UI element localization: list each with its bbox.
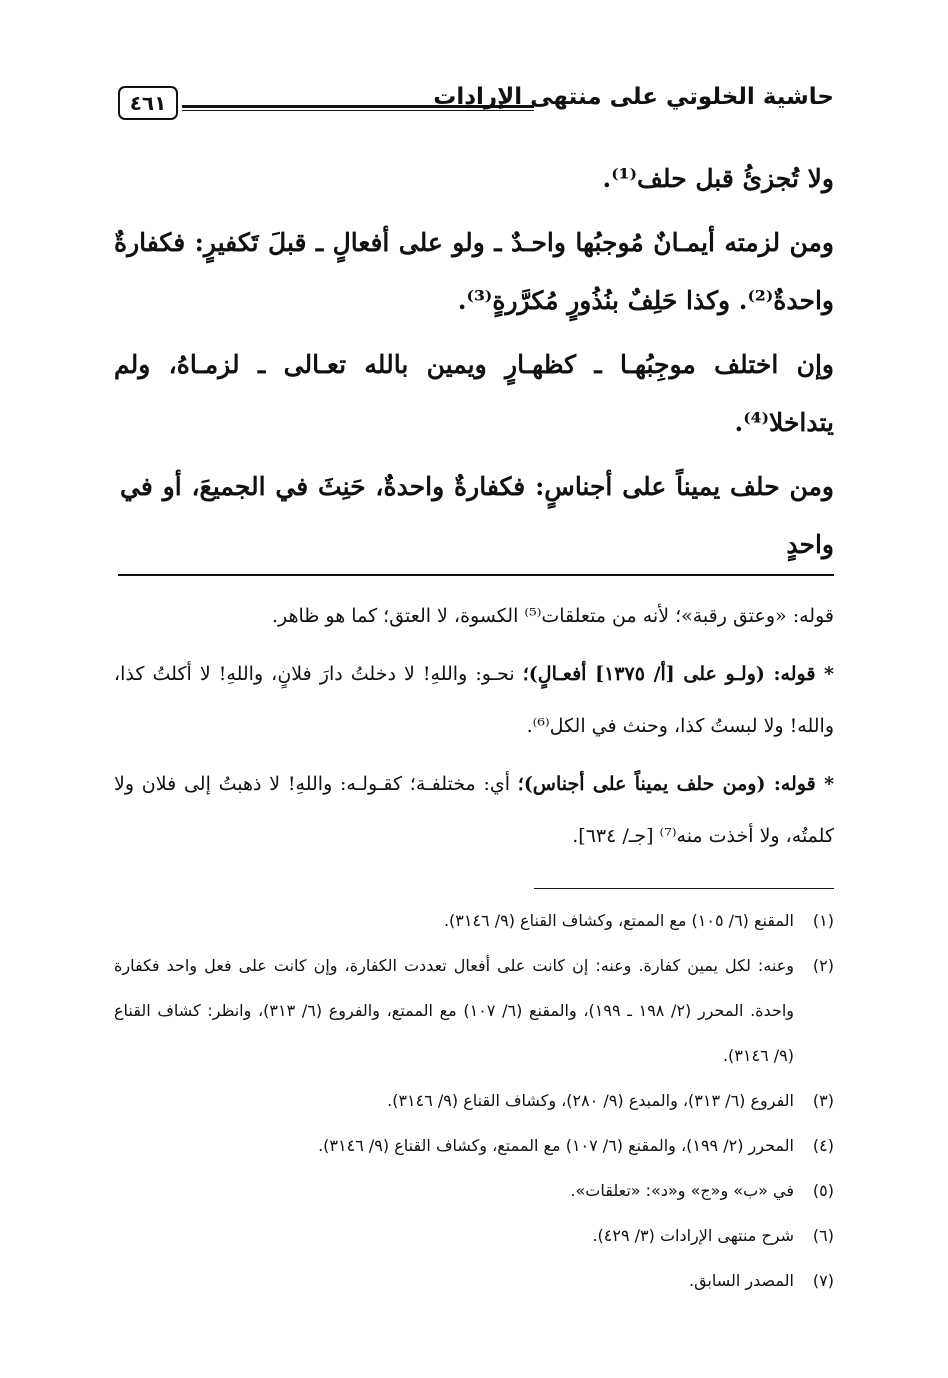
commentary-paragraph xyxy=(114,648,834,752)
footnote-number: (٥) xyxy=(812,1181,834,1200)
commentary-paragraph xyxy=(114,758,834,862)
commentary-lemma: * قوله: (ومن حلف يميناً على أجناس)؛ xyxy=(517,773,835,795)
matn-last-paragraph xyxy=(114,458,834,574)
footnote xyxy=(114,1258,834,1303)
commentary-body: نحـو: واللهِ! لا دخلتُ دارَ فلانٍ، واللهِ! لا أكلتُ كذا، والله! ولا لبستُ كذا، وحنث في الكل⁽⁶⁾. xyxy=(114,663,834,737)
footnote-text: وعنه: لكل يمين كفارة. وعنه: إن كانت على أفعال تعددت الكفارة، وإن كانت على فعل واحد فكفارة واحدة. المحرر (٢/ ١٩٨ ـ ١٩٩)، والمقنع (٦/ ١٠٧) مع الممتع، والفروع (٦/ ٣١٣)، وانظر: كشاف القناع (٩/ ٣١٤٦). xyxy=(114,956,795,1065)
continuation-dots xyxy=(114,458,120,574)
header-double-rule xyxy=(182,105,534,111)
commentary-paragraph: قوله: «وعتق رقبة»؛ لأنه من متعلقات⁽⁵⁾ الكسوة، لا العتق؛ كما هو ظاهر. xyxy=(271,605,834,627)
commentary-body: أي: مختلفـة؛ كقـولـه: واللهِ! لا ذهبتُ إلى فلان ولا كلمتُه، ولا أخذت منه⁽⁷⁾ [جـ/ ٦٣٤]. xyxy=(114,773,834,847)
text-separator-rule xyxy=(118,574,834,576)
commentary-lemma: * قوله: (ولـو على [أ/ ١٣٧٥] أفعـالٍ)؛ xyxy=(522,663,834,685)
running-title: حاشية الخلوتي على منتهى الإرادات xyxy=(433,84,834,110)
footnote-number: (١) xyxy=(812,911,834,930)
matn-paragraph: ومن لزمته أيمـانٌ مُوجبُها واحـدٌ ـ ولو على أفعالٍ ـ قبلَ تَكفيرٍ: فكفارةٌ واحدةٌ⁽²⁾. وكذا حَلِفٌ بنُذُورٍ مُكرَّرةٍ⁽³⁾. xyxy=(114,228,834,315)
footnote-number: (٦) xyxy=(812,1226,834,1245)
page-number: ٤٦١ xyxy=(118,86,178,120)
footnote-number: (٣) xyxy=(812,1091,834,1110)
footnote-number: (٧) xyxy=(812,1271,834,1290)
footnote-number: (٢) xyxy=(812,956,834,975)
footnote xyxy=(114,898,834,943)
footnote-text: المصدر السابق. xyxy=(688,1271,794,1290)
footnote xyxy=(114,1213,834,1258)
footnote xyxy=(114,1078,834,1123)
footnote-rule xyxy=(534,888,834,889)
matn-paragraph: وإن اختلف موجِبُهـا ـ كظهـارٍ ويمين بالله تعـالى ـ لزمـاهُ، ولم يتداخلا⁽⁴⁾. xyxy=(114,350,834,437)
footnote-text: في «ب» و«ج» و«د»: «تعلقات». xyxy=(570,1181,794,1200)
footnote xyxy=(114,1123,834,1168)
footnote xyxy=(114,1168,834,1213)
footnote-text: الفروع (٦/ ٣١٣)، والمبدع (٩/ ٢٨٠)، وكشاف القناع (٩/ ٣١٤٦). xyxy=(387,1091,794,1110)
matn-paragraph: ولا تُجزئُ قبل حلف⁽¹⁾. xyxy=(602,164,834,193)
footnote-text: شرح منتهى الإرادات (٣/ ٤٢٩). xyxy=(592,1226,794,1245)
footnote-text: المحرر (٢/ ١٩٩)، والمقنع (٦/ ١٠٧) مع الممتع، وكشاف القناع (٩/ ٣١٤٦). xyxy=(318,1136,794,1155)
footnote-number: (٤) xyxy=(812,1136,834,1155)
footnote xyxy=(114,943,834,1078)
footnotes xyxy=(114,898,834,1303)
commentary-text xyxy=(114,590,834,868)
main-text xyxy=(114,150,834,574)
footnote-text: المقنع (٦/ ١٠٥) مع الممتع، وكشاف القناع (٩/ ٣١٤٦). xyxy=(443,911,794,930)
matn-paragraph: ومن حلف يميناً على أجناسٍ: فكفارةٌ واحدةٌ، حَنِثَ في الجميعَ، أو في واحدٍ xyxy=(120,472,834,559)
page-header xyxy=(118,84,834,128)
